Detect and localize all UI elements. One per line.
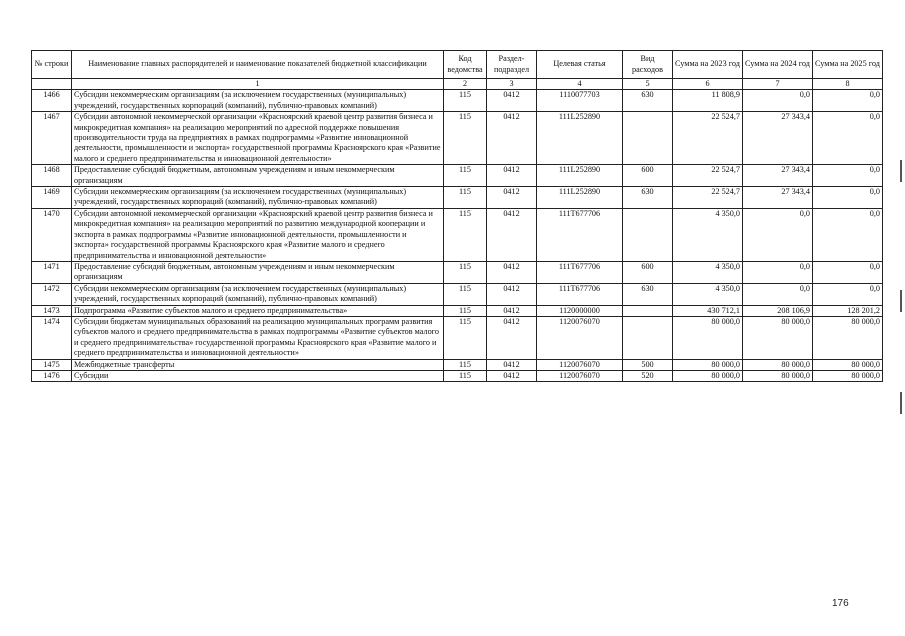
row-sum-2025-cell: 80 000,0: [813, 316, 883, 359]
row-sum-2025-cell: 128 201,2: [813, 305, 883, 316]
table-row: [32, 359, 883, 370]
row-sum-2024-cell: 208 106,9: [743, 305, 813, 316]
row-dept-cell: 115: [444, 370, 487, 381]
table-row: [32, 283, 883, 305]
row-dept-cell: 115: [444, 187, 487, 209]
row-name-cell: Субсидии автономной некоммерческой организации «Красноярский краевой центр развития бизнеса и микрокредитная компания» на реализацию мероприятий по развитию международной кооперации и экспорта в рамках подпрограммы «Развитие инновационной деятельности, промышленности и экспорта» государственной программы Красноярского края «Развитие малого и среднего предпринимательства и инновационной деятельности»: [72, 208, 444, 261]
row-name-cell: Межбюджетные трансферты: [72, 359, 444, 370]
row-target-cell: 111L252890: [537, 187, 623, 209]
row-target-cell: 1120000000: [537, 305, 623, 316]
row-target-cell: 111L252890: [537, 112, 623, 165]
colnum-cell: 1: [72, 79, 444, 90]
row-number-cell: 1466: [32, 90, 72, 112]
row-dept-cell: 115: [444, 359, 487, 370]
row-sum-2024-cell: 0,0: [743, 90, 813, 112]
row-name-cell: Субсидии автономной некоммерческой организации «Красноярский краевой центр развития бизнеса и микрокредитная компания» на реализацию мероприятий по адресной поддержке повышения производительности труда на предприятиях в рамках подпрограммы «Развитие инновационной деятельности, промышленности и экспорта» государственной программы Красноярского края «Развитие малого и среднего предпринимательства и инновационной деятельности»: [72, 112, 444, 165]
row-section-cell: 0412: [487, 112, 537, 165]
table-row: [32, 90, 883, 112]
row-target-cell: 111L252890: [537, 165, 623, 187]
row-sum-2025-cell: 0,0: [813, 165, 883, 187]
row-sum-2024-cell: 0,0: [743, 261, 813, 283]
row-section-cell: 0412: [487, 90, 537, 112]
row-sum-2024-cell: 27 343,4: [743, 165, 813, 187]
colnum-cell: 8: [813, 79, 883, 90]
row-target-cell: 1120076070: [537, 316, 623, 359]
row-sum-2023-cell: 4 350,0: [673, 283, 743, 305]
row-sum-2024-cell: 27 343,4: [743, 112, 813, 165]
page-number: 176: [832, 598, 849, 609]
header-target: Целевая статья: [537, 51, 623, 79]
row-dept-cell: 115: [444, 165, 487, 187]
row-section-cell: 0412: [487, 359, 537, 370]
row-exp-type-cell: [623, 208, 673, 261]
row-sum-2025-cell: 0,0: [813, 283, 883, 305]
row-number-cell: 1472: [32, 283, 72, 305]
row-target-cell: 111T677706: [537, 208, 623, 261]
header-row: [32, 51, 883, 79]
row-target-cell: 1120076070: [537, 359, 623, 370]
row-sum-2025-cell: 80 000,0: [813, 370, 883, 381]
row-name-cell: Подпрограмма «Развитие субъектов малого и среднего предпринимательства»: [72, 305, 444, 316]
row-sum-2023-cell: 430 712,1: [673, 305, 743, 316]
header-sum-2024: Сумма на 2024 год: [743, 51, 813, 79]
header-sum-2023: Сумма на 2023 год: [673, 51, 743, 79]
header-sum-2025: Сумма на 2025 год: [813, 51, 883, 79]
row-section-cell: 0412: [487, 261, 537, 283]
row-target-cell: 111T677706: [537, 261, 623, 283]
row-exp-type-cell: 630: [623, 90, 673, 112]
row-number-cell: 1471: [32, 261, 72, 283]
row-name-cell: Субсидии некоммерческим организациям (за исключением государственных (муниципальных) учреждений, государственных корпораций (компаний), публично-правовых компаний): [72, 283, 444, 305]
row-number-cell: 1473: [32, 305, 72, 316]
colnum-cell: 4: [537, 79, 623, 90]
row-name-cell: Предоставление субсидий бюджетным, автономным учреждениям и иным некоммерческим организациям: [72, 165, 444, 187]
row-dept-cell: 115: [444, 261, 487, 283]
column-number-row: [32, 79, 883, 90]
row-exp-type-cell: [623, 316, 673, 359]
table-row: [32, 305, 883, 316]
header-row-num: № строки: [32, 51, 72, 79]
row-sum-2025-cell: 80 000,0: [813, 359, 883, 370]
row-section-cell: 0412: [487, 165, 537, 187]
row-sum-2025-cell: 0,0: [813, 208, 883, 261]
table-row: [32, 370, 883, 381]
row-dept-cell: 115: [444, 283, 487, 305]
row-sum-2023-cell: 4 350,0: [673, 208, 743, 261]
row-exp-type-cell: 600: [623, 165, 673, 187]
row-sum-2023-cell: 80 000,0: [673, 359, 743, 370]
row-exp-type-cell: 630: [623, 283, 673, 305]
table-row: [32, 208, 883, 261]
row-sum-2024-cell: 80 000,0: [743, 370, 813, 381]
scan-edge-mark: [900, 160, 902, 182]
row-sum-2024-cell: 80 000,0: [743, 359, 813, 370]
header-section: Раздел-подраздел: [487, 51, 537, 79]
colnum-cell: 3: [487, 79, 537, 90]
row-sum-2024-cell: 27 343,4: [743, 187, 813, 209]
colnum-cell: 2: [444, 79, 487, 90]
colnum-cell: [32, 79, 72, 90]
row-section-cell: 0412: [487, 208, 537, 261]
row-number-cell: 1468: [32, 165, 72, 187]
table-row: [32, 316, 883, 359]
row-sum-2025-cell: 0,0: [813, 90, 883, 112]
row-dept-cell: 115: [444, 90, 487, 112]
row-sum-2023-cell: 80 000,0: [673, 316, 743, 359]
row-exp-type-cell: 630: [623, 187, 673, 209]
row-sum-2024-cell: 0,0: [743, 208, 813, 261]
budget-table: [31, 50, 883, 382]
row-target-cell: 111T677706: [537, 283, 623, 305]
row-sum-2023-cell: 22 524,7: [673, 165, 743, 187]
row-name-cell: Субсидии бюджетам муниципальных образований на реализацию муниципальных программ развития субъектов малого и среднего предпринимательства в рамках подпрограммы «Развитие субъектов малого и среднего предпринимательства» государственной программы Красноярского края «Развитие малого и среднего предпринимательства и инновационной деятельности»: [72, 316, 444, 359]
colnum-cell: 7: [743, 79, 813, 90]
row-number-cell: 1474: [32, 316, 72, 359]
row-number-cell: 1475: [32, 359, 72, 370]
row-sum-2023-cell: 4 350,0: [673, 261, 743, 283]
row-target-cell: 1120076070: [537, 370, 623, 381]
header-dept: Код ведомства: [444, 51, 487, 79]
row-dept-cell: 115: [444, 208, 487, 261]
row-exp-type-cell: 600: [623, 261, 673, 283]
row-number-cell: 1476: [32, 370, 72, 381]
scan-edge-mark: [900, 290, 902, 312]
row-section-cell: 0412: [487, 305, 537, 316]
row-sum-2024-cell: 0,0: [743, 283, 813, 305]
row-name-cell: Субсидии некоммерческим организациям (за исключением государственных (муниципальных) учреждений, государственных корпораций (компаний), публично-правовых компаний): [72, 187, 444, 209]
row-target-cell: 1110077703: [537, 90, 623, 112]
row-sum-2025-cell: 0,0: [813, 112, 883, 165]
row-number-cell: 1469: [32, 187, 72, 209]
row-name-cell: Субсидии: [72, 370, 444, 381]
row-number-cell: 1470: [32, 208, 72, 261]
row-sum-2025-cell: 0,0: [813, 261, 883, 283]
row-exp-type-cell: 520: [623, 370, 673, 381]
row-section-cell: 0412: [487, 283, 537, 305]
row-sum-2023-cell: 22 524,7: [673, 112, 743, 165]
row-dept-cell: 115: [444, 305, 487, 316]
row-sum-2023-cell: 22 524,7: [673, 187, 743, 209]
header-name: Наименование главных распорядителей и наименование показателей бюджетной классификации: [72, 51, 444, 79]
scan-edge-mark: [900, 392, 902, 414]
row-sum-2023-cell: 11 808,9: [673, 90, 743, 112]
row-dept-cell: 115: [444, 112, 487, 165]
table-row: [32, 187, 883, 209]
row-sum-2023-cell: 80 000,0: [673, 370, 743, 381]
row-exp-type-cell: [623, 305, 673, 316]
row-dept-cell: 115: [444, 316, 487, 359]
row-section-cell: 0412: [487, 370, 537, 381]
header-exp-type: Вид расходов: [623, 51, 673, 79]
row-section-cell: 0412: [487, 187, 537, 209]
row-sum-2025-cell: 0,0: [813, 187, 883, 209]
row-name-cell: Субсидии некоммерческим организациям (за исключением государственных (муниципальных) учреждений, государственных корпораций (компаний), публично-правовых компаний): [72, 90, 444, 112]
row-exp-type-cell: [623, 112, 673, 165]
row-exp-type-cell: 500: [623, 359, 673, 370]
row-number-cell: 1467: [32, 112, 72, 165]
table-body: [32, 90, 883, 382]
row-section-cell: 0412: [487, 316, 537, 359]
row-sum-2024-cell: 80 000,0: [743, 316, 813, 359]
colnum-cell: 6: [673, 79, 743, 90]
table-row: [32, 112, 883, 165]
table-row: [32, 261, 883, 283]
row-name-cell: Предоставление субсидий бюджетным, автономным учреждениям и иным некоммерческим организациям: [72, 261, 444, 283]
document-page: [31, 50, 883, 382]
table-row: [32, 165, 883, 187]
colnum-cell: 5: [623, 79, 673, 90]
